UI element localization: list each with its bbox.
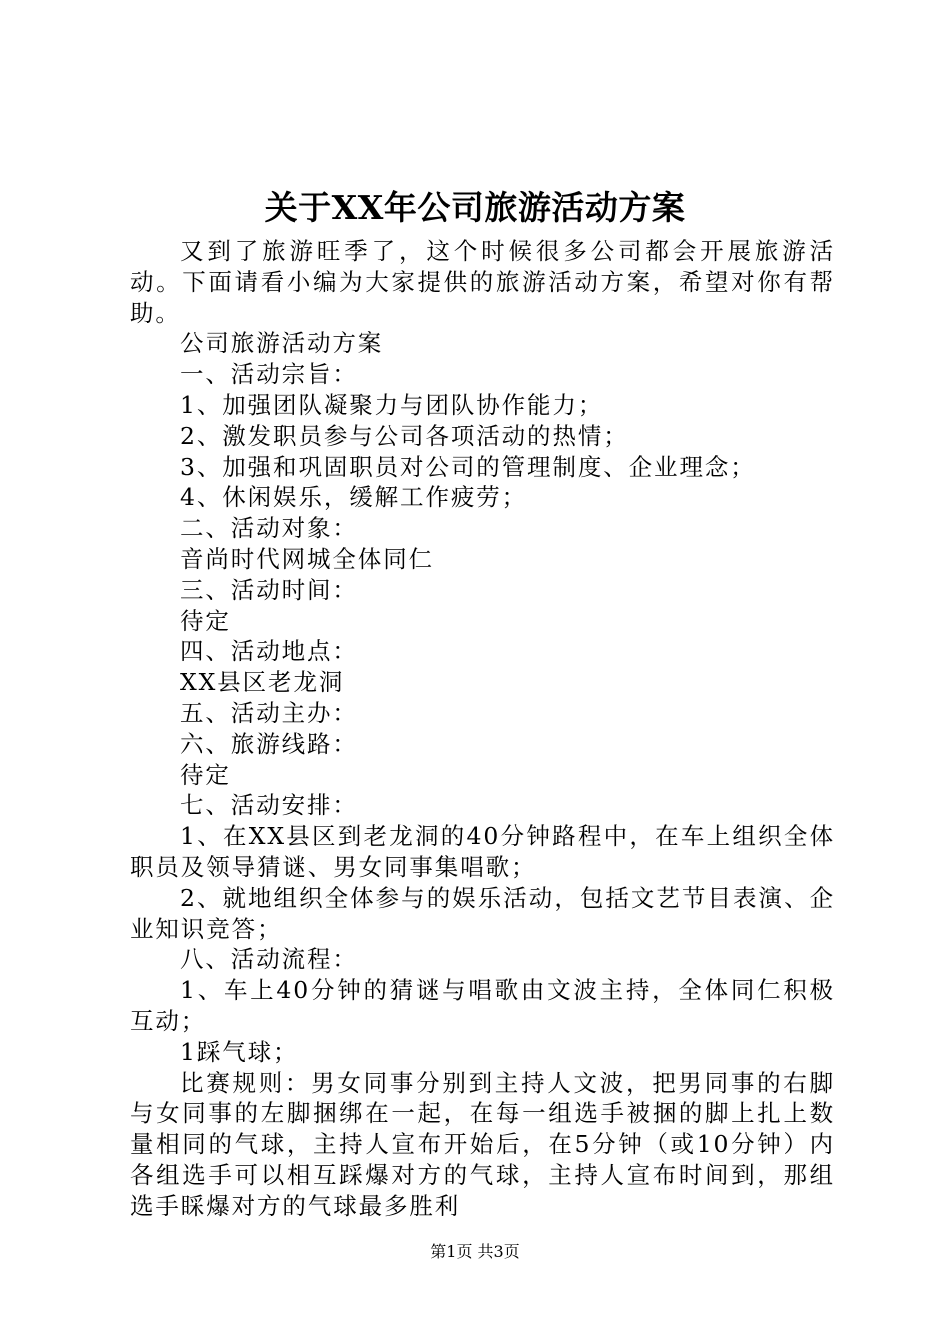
paragraph: 待定 — [180, 760, 231, 789]
list-item: 1、在XX县区到老龙洞的40分钟路程中，在车上组织全体职员及领导猜谜、男女同事集唱歌； — [130, 822, 835, 881]
section-heading: 二、活动对象： — [180, 514, 358, 543]
page-number: 第1页 共3页 — [430, 1242, 520, 1261]
section-heading: 一、活动宗旨： — [180, 360, 358, 389]
paragraph: 公司旅游活动方案 — [180, 329, 384, 358]
paragraph: XX县区老龙洞 — [180, 668, 345, 697]
list-item: 1、车上40分钟的猜谜与唱歌由文波主持，全体同仁积极互动； — [130, 976, 835, 1035]
section-heading: 三、活动时间： — [180, 575, 358, 604]
paragraph: 待定 — [180, 606, 231, 635]
paragraph: 又到了旅游旺季了，这个时候很多公司都会开展旅游活动。下面请看小编为大家提供的旅游活动方案，希望对你有帮助。 — [130, 237, 835, 327]
list-item: 1踩气球； — [180, 1037, 299, 1066]
document-body — [130, 236, 835, 1222]
section-heading: 六、旅游线路： — [180, 729, 358, 758]
list-item: 4、休闲娱乐，缓解工作疲劳； — [180, 483, 528, 512]
list-item: 2、就地组织全体参与的娱乐活动，包括文艺节目表演、企业知识竞答； — [130, 883, 835, 943]
paragraph: 音尚时代网城全体同仁 — [180, 544, 434, 573]
list-item: 2、激发职员参与公司各项活动的热情； — [180, 421, 629, 450]
section-heading: 八、活动流程： — [180, 945, 358, 974]
section-heading: 七、活动安排： — [180, 791, 358, 820]
document-title: 关于XX年公司旅游活动方案 — [264, 188, 686, 227]
section-heading: 四、活动地点： — [180, 637, 358, 666]
paragraph: 比赛规则：男女同事分别到主持人文波，把男同事的右脚与女同事的左脚捆绑在一起，在每一组选手被捆的脚上扎上数量相同的气球，主持人宣布开始后，在5分钟（或10分钟）内各组选手可以相互踩爆对方的气球，主持人宣布时间到，那组选手睬爆对方的气球最多胜利 — [130, 1068, 835, 1220]
list-item: 1、加强团队凝聚力与团队协作能力； — [180, 390, 604, 419]
section-heading: 五、活动主办： — [180, 698, 358, 727]
list-item: 3、加强和巩固职员对公司的管理制度、企业理念； — [180, 452, 756, 481]
